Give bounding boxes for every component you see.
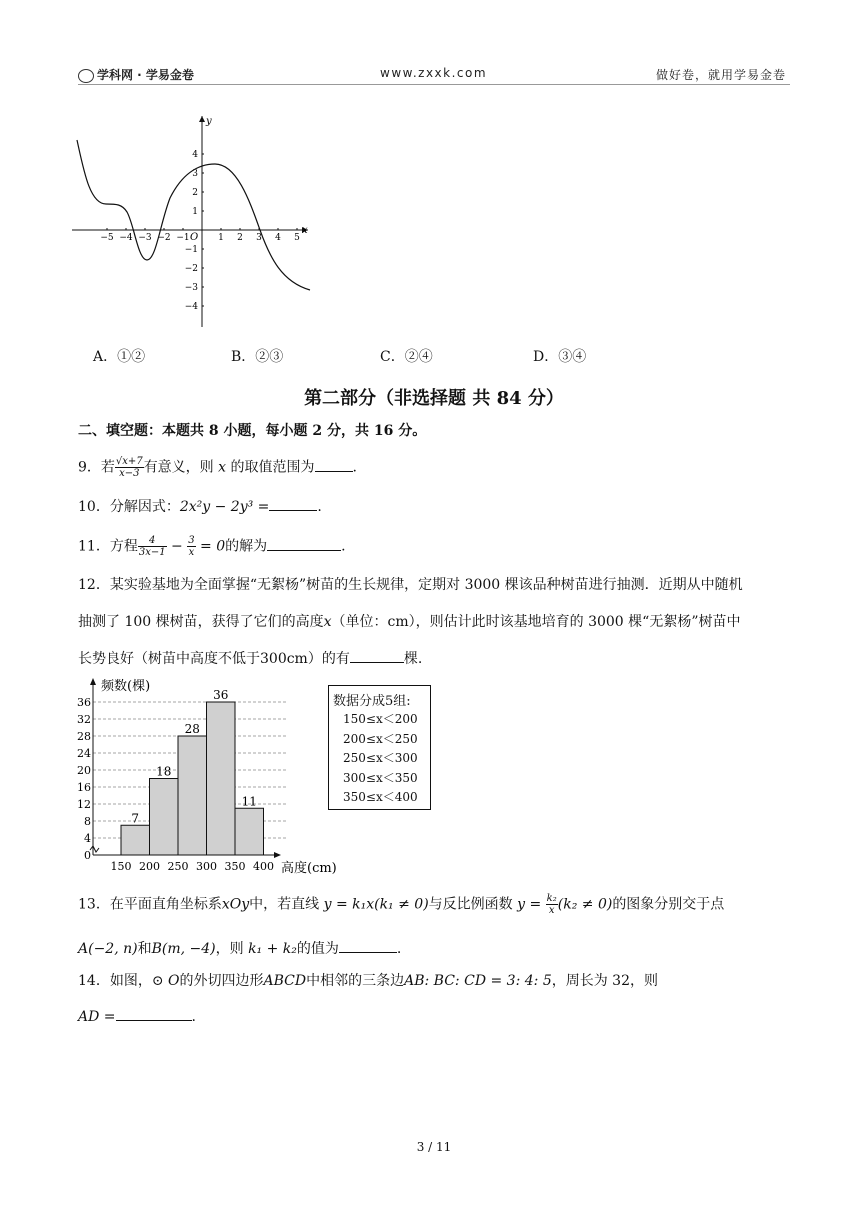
x-tick-label: 2 <box>237 233 243 243</box>
origin-label: O <box>190 232 199 243</box>
y-tick-label: −3 <box>184 283 198 293</box>
q10-end: . <box>317 499 322 515</box>
x-tick-label: 400 <box>253 860 274 873</box>
y-tick-label: 36 <box>77 696 91 709</box>
x-tick-label: −4 <box>119 233 133 243</box>
logo-text: 学科网 · 学易金卷 <box>97 68 194 82</box>
y-tick-label: 32 <box>77 713 91 726</box>
bar-value-label: 18 <box>156 764 172 779</box>
legend-item: 350≤x＜400 <box>343 790 418 805</box>
question-14-line-2 <box>78 1006 196 1027</box>
q12-line3-a: 长势良好（树苗中高度不低于300cm）的有 <box>78 651 350 667</box>
function-graph <box>72 112 332 334</box>
histogram-y-ticks <box>77 696 91 862</box>
legend-item: 250≤x＜300 <box>343 751 418 766</box>
q9-frac-den: x−3 <box>119 468 140 479</box>
x-tick-label: 4 <box>275 233 281 243</box>
q13-text-c: 与反比例函数 <box>428 896 518 913</box>
question-12-line-3 <box>78 648 422 669</box>
y-tick-label: 4 <box>192 150 198 160</box>
y-axis-label: y <box>206 116 212 127</box>
question-13-line-1 <box>78 893 724 916</box>
q11-text-b: 的解为 <box>225 538 268 555</box>
histogram-legend <box>328 685 431 810</box>
q11-f2-num: 3 <box>188 535 195 546</box>
y-tick-label: 2 <box>192 188 198 198</box>
frequency-histogram <box>72 674 352 879</box>
y-tick-label: −1 <box>184 245 198 255</box>
q11-text: 11．方程 <box>78 538 138 555</box>
q9-text-b: 的取值范围为 <box>226 459 315 476</box>
q11-f1-den: 3x−1 <box>138 547 166 558</box>
x-tick-label: −5 <box>100 233 114 243</box>
q14-quad: ABCD <box>263 973 307 989</box>
y-tick-label: 0 <box>84 849 91 862</box>
bar-value-label: 7 <box>131 811 140 826</box>
q13-frac-num: k₂ <box>546 893 557 904</box>
histogram-bar <box>207 702 236 855</box>
x-tick-label: −3 <box>138 233 152 243</box>
q9-number: 9．若 <box>78 459 115 476</box>
q14-ad: AD = <box>78 1009 116 1025</box>
histogram-x-label: 高度(cm) <box>281 861 337 876</box>
question-13-line-2 <box>78 938 401 959</box>
q13-text-b: 中，若直线 <box>249 896 324 913</box>
q13-end: . <box>396 941 402 957</box>
q9-answer-blank[interactable] <box>315 457 353 472</box>
question-12-line-2: 抽测了 100 棵树苗，获得了它们的高度𝑥（单位：cm），则估计此时该基地培育的 3000 棵“无絮杨”树苗中 <box>78 614 741 630</box>
option-a[interactable]: A．①② <box>93 349 146 365</box>
q13-text-a: 13．在平面直角坐标系 <box>78 896 222 913</box>
q13-point-a: A(−2, n) <box>78 941 138 957</box>
y-tick-label: −4 <box>184 302 198 312</box>
legend-item: 300≤x＜350 <box>343 770 418 785</box>
bar-value-label: 28 <box>184 722 200 736</box>
q11-f2-den: x <box>188 547 195 558</box>
histogram-x-ticks <box>111 860 275 873</box>
part-heading <box>78 421 426 441</box>
x-tick-label: 300 <box>196 860 217 873</box>
legend-items <box>343 710 418 808</box>
option-b[interactable]: B．②③ <box>231 349 284 365</box>
q11-f1-num: 4 <box>138 535 167 547</box>
question-11 <box>78 535 346 558</box>
q9-var: x <box>218 459 227 476</box>
q13-point-b: B(m, −4) <box>151 941 216 957</box>
section-title: 第二部分（非选择题 共 84 分） <box>304 388 564 409</box>
question-10 <box>78 496 322 517</box>
q9-frac-num: √x+7 <box>115 456 143 467</box>
x-tick-label: −1 <box>176 233 190 243</box>
y-tick-label: 16 <box>77 781 91 794</box>
q11-minus: − <box>166 538 188 555</box>
q10-expr: 2x²y − 2y³ = <box>179 499 270 515</box>
q13-then: ，则 <box>215 941 249 957</box>
q14-answer-blank[interactable] <box>116 1006 192 1021</box>
y-tick-label: 3 <box>192 169 198 179</box>
q13-and: 和 <box>137 941 152 957</box>
histogram-bar <box>150 779 179 856</box>
q13-y-eq: y = <box>517 896 542 913</box>
question-14-line-1 <box>78 971 658 991</box>
question-12-line-1: 12．某实验基地为全面掌握“无絮杨”树苗的生长规律，定期对 3000 棵该品种树苗进行抽测．近期从中随机 <box>78 577 743 593</box>
x-tick-label: 1 <box>218 233 224 243</box>
q13-cond: (k₂ ≠ 0) <box>557 896 613 913</box>
q13-line-eq: y = k₁x(k₁ ≠ 0) <box>323 896 429 913</box>
y-tick-label: 1 <box>192 207 198 217</box>
y-tick-label: 8 <box>84 815 91 828</box>
logo-icon <box>78 69 94 83</box>
question-9 <box>78 456 357 479</box>
x-tick-label: 5 <box>294 233 300 243</box>
option-c[interactable]: C．②④ <box>380 349 433 365</box>
q9-end: . <box>352 459 357 476</box>
y-tick-label: 28 <box>77 730 91 743</box>
x-axis-label: x <box>302 225 308 236</box>
q14-ratio: AB: BC: CD = 3: 4: 5 <box>404 973 552 989</box>
part-heading-text: 二、填空题：本题共 8 小题，每小题 2 分，共 16 分。 <box>78 423 427 439</box>
q9-text-a: 有意义，则 <box>143 459 219 476</box>
q11-eq: = 0 <box>195 538 226 555</box>
legend-title: 数据分成5组: <box>333 694 411 709</box>
q13-fraction <box>546 893 558 916</box>
q13-k-sum: k₁ + k₂ <box>248 941 297 957</box>
y-tick-label: −2 <box>184 264 198 274</box>
bar-value-label: 36 <box>213 688 229 702</box>
q11-fraction-1 <box>138 535 167 558</box>
q14-text-c: 中相邻的三条边 <box>306 973 405 989</box>
q14-circle: ⊙ O <box>151 973 180 989</box>
legend-item: 200≤x＜250 <box>343 731 418 746</box>
q14-end: . <box>191 1009 196 1025</box>
histogram-y-label: 频数(棵) <box>101 679 151 694</box>
q13-frac-den: x <box>548 905 555 916</box>
bar-value-label: 11 <box>241 794 257 809</box>
q12-line3-b: 棵. <box>403 651 423 667</box>
y-tick-label: 4 <box>84 832 91 845</box>
x-tick-label: −2 <box>157 233 171 243</box>
y-tick-label: 20 <box>77 764 91 777</box>
x-tick-label: 250 <box>167 860 189 873</box>
page-number: 3 / 11 <box>416 1140 452 1154</box>
q10-answer-blank[interactable] <box>269 496 317 511</box>
q13-answer-blank[interactable] <box>339 938 397 953</box>
q13-xoy: xOy <box>221 896 250 913</box>
q10-text: 10．分解因式： <box>78 499 180 515</box>
header-divider <box>78 84 790 85</box>
header-logo <box>78 66 194 83</box>
histogram-bars <box>121 688 264 855</box>
histogram-bar <box>121 825 150 855</box>
q13-text-d: 的图象分别交于点 <box>612 896 725 913</box>
q11-fraction-2 <box>187 535 195 558</box>
x-tick-label: 3 <box>256 233 262 243</box>
x-tick-label: 200 <box>139 860 160 873</box>
y-tick-label: 12 <box>77 798 91 811</box>
q9-fraction <box>115 456 144 479</box>
q14-text-d: ，周长为 32，则 <box>551 973 658 989</box>
q14-text-b: 的外切四边形 <box>179 973 264 989</box>
histogram-bar <box>178 736 207 855</box>
q11-end: . <box>341 538 346 555</box>
x-tick-label: 350 <box>224 860 246 873</box>
q11-answer-blank[interactable] <box>267 536 341 551</box>
legend-item: 150≤x＜200 <box>343 712 418 726</box>
header-slogan: 做好卷，就用学易金卷 <box>656 68 787 82</box>
x-tick-label: 150 <box>110 860 132 873</box>
header-url: www.zxxk.com <box>380 66 488 80</box>
y-tick-label: 24 <box>77 747 91 760</box>
q13-value-is: 的值为 <box>296 941 339 957</box>
q12-answer-blank[interactable] <box>350 648 404 663</box>
q14-text-a: 14．如图， <box>78 973 152 989</box>
option-d[interactable]: D．③④ <box>533 349 587 365</box>
histogram-bar <box>235 808 264 855</box>
